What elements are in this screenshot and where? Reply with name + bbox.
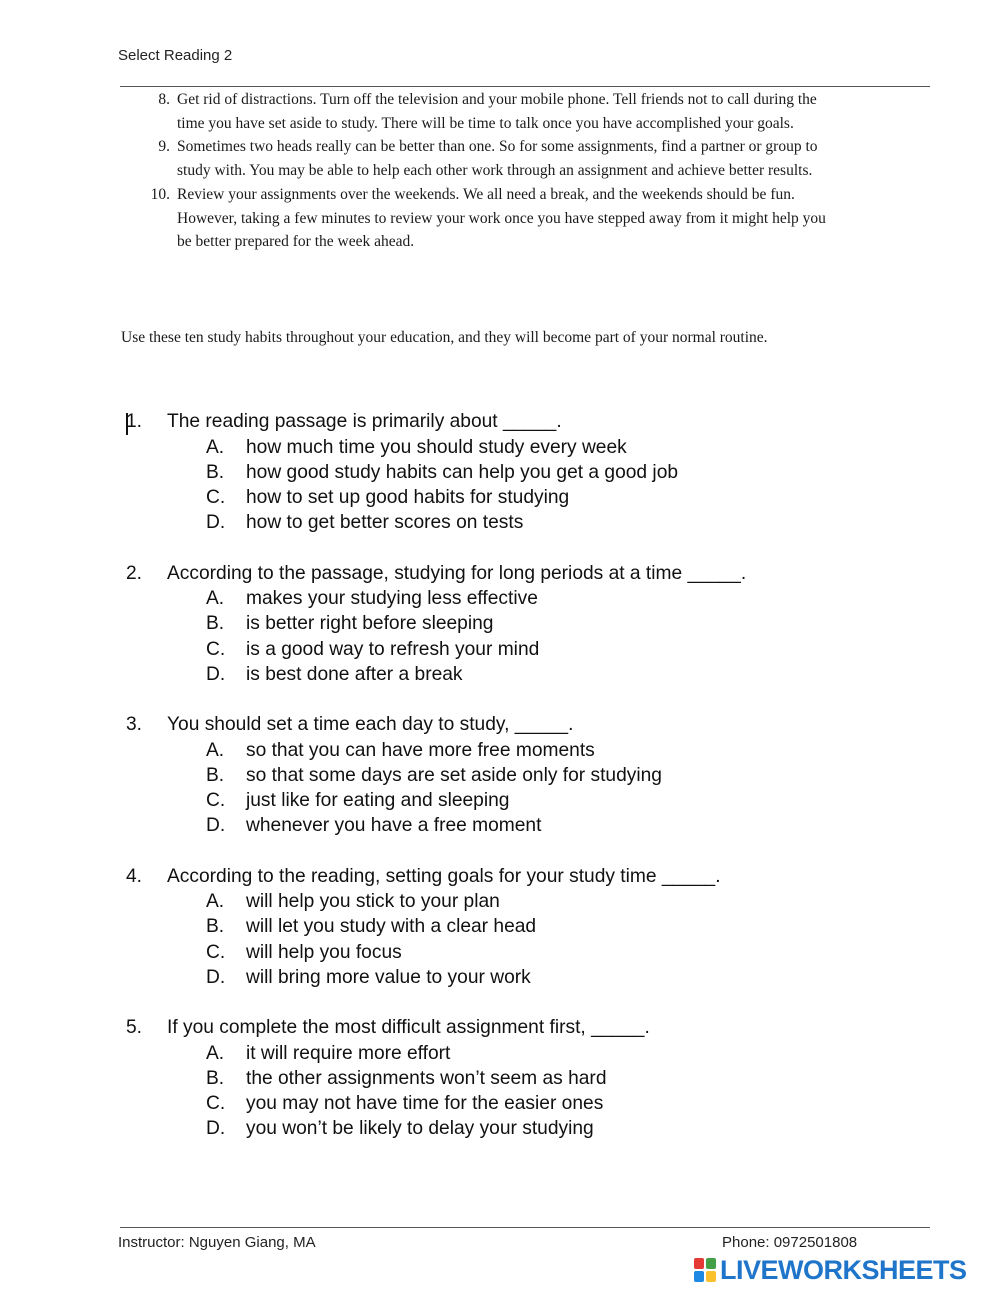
option-letter: D. [206, 815, 226, 837]
question-text: If you complete the most difficult assignment first, _____. [167, 1017, 650, 1039]
option-letter: C. [206, 790, 226, 812]
logo-blocks-icon [694, 1258, 716, 1282]
page-header-title: Select Reading 2 [118, 47, 233, 64]
answer-option[interactable] [0, 485, 1000, 510]
option-letter: C. [206, 486, 226, 508]
passage-closing: Use these ten study habits throughout your education, and they will become part of your normal routine. [121, 329, 768, 346]
question [0, 561, 1000, 687]
liveworksheets-logo[interactable] [694, 1256, 967, 1284]
option-text: will bring more value to your work [246, 966, 531, 988]
answer-option[interactable] [0, 662, 1000, 687]
option-text: how much time you should study every week [246, 436, 627, 458]
question [0, 712, 1000, 838]
answer-option[interactable] [0, 1091, 1000, 1116]
option-text: is a good way to refresh your mind [246, 638, 540, 660]
option-letter: C. [206, 941, 226, 963]
answer-option[interactable] [0, 1066, 1000, 1091]
answer-option[interactable] [0, 611, 1000, 636]
answer-option[interactable] [0, 586, 1000, 611]
option-letter: B. [206, 916, 225, 938]
question-text: According to the passage, studying for long periods at a time _____. [167, 562, 747, 584]
answer-option[interactable] [0, 510, 1000, 535]
passage-item-number: 9. [158, 138, 170, 156]
option-text: so that you can have more free moments [246, 739, 595, 761]
question-number: 2. [126, 562, 143, 584]
option-letter: A. [206, 739, 225, 761]
footer-divider [120, 1227, 930, 1228]
passage-item [120, 88, 840, 135]
passage-item-text: Get rid of distractions. Turn off the television and your mobile phone. Tell friends not to call during the time you have set aside to study. There will be time to talk once you have accomplished your goals. [177, 91, 817, 132]
option-text: you may not have time for the easier ones [246, 1093, 604, 1115]
option-text: is best done after a break [246, 663, 463, 685]
passage-item-text: Sometimes two heads really can be better than one. So for some assignments, find a partner or group to study with. You may be able to help each other work through an assignment and achieve better results. [177, 138, 818, 180]
option-letter: D. [206, 1118, 226, 1140]
option-letter: D. [206, 663, 226, 685]
passage-item-text: Review your assignments over the weekends. We all need a break, and the weekends should be fun. However, taking a few minutes to review your work once you have stepped away from it might help you be better prepared for the week ahead. [177, 185, 826, 251]
passage-item-number: 8. [158, 91, 170, 108]
option-text: will let you study with a clear head [246, 916, 537, 938]
answer-option[interactable] [0, 1116, 1000, 1141]
option-text: how to set up good habits for studying [246, 486, 570, 508]
logo-block [706, 1258, 716, 1269]
question [0, 864, 1000, 990]
option-text: just like for eating and sleeping [246, 790, 510, 812]
question-number: 3. [126, 714, 143, 736]
option-letter: B. [206, 613, 225, 635]
option-text: it will require more effort [246, 1042, 451, 1064]
option-letter: D. [206, 966, 226, 988]
option-letter: B. [206, 764, 225, 786]
footer-phone: Phone: 0972501808 [722, 1234, 858, 1251]
answer-option[interactable] [0, 813, 1000, 838]
option-letter: C. [206, 638, 226, 660]
option-text: you won’t be likely to delay your studying [246, 1118, 594, 1140]
option-text: the other assignments won’t seem as hard [246, 1067, 607, 1089]
question [0, 409, 1000, 535]
option-letter: D. [206, 512, 226, 534]
option-text: whenever you have a free moment [246, 815, 542, 837]
question-text: According to the reading, setting goals for your study time _____. [167, 865, 721, 887]
answer-option[interactable] [0, 460, 1000, 485]
passage-list [120, 88, 840, 254]
option-text: how to get better scores on tests [246, 512, 524, 534]
option-letter: B. [206, 461, 225, 483]
option-letter: A. [206, 891, 225, 913]
answer-option[interactable] [0, 965, 1000, 990]
option-text: how good study habits can help you get a good job [246, 461, 679, 483]
question-number: 4. [126, 865, 143, 887]
option-letter: A. [206, 436, 225, 458]
answer-option[interactable] [0, 763, 1000, 788]
logo-block [706, 1271, 716, 1282]
option-text: will help you stick to your plan [246, 891, 500, 913]
passage-item-number: 10. [150, 185, 170, 203]
passage-item [120, 183, 840, 254]
option-letter: C. [206, 1093, 226, 1115]
footer-instructor: Instructor: Nguyen Giang, MA [118, 1234, 316, 1251]
answer-option[interactable] [0, 914, 1000, 939]
answer-option[interactable] [0, 738, 1000, 763]
logo-text: LIVEWORKSHEETS [720, 1254, 967, 1285]
answer-option[interactable] [0, 1041, 1000, 1066]
answer-option[interactable] [0, 889, 1000, 914]
answer-option[interactable] [0, 788, 1000, 813]
question-text: You should set a time each day to study, _____. [167, 714, 574, 736]
header-divider [120, 86, 930, 87]
question-number: 1. [126, 411, 143, 432]
question-number: 5. [126, 1017, 143, 1039]
question-list [0, 409, 1000, 1167]
option-text: is better right before sleeping [246, 613, 494, 635]
passage-item [120, 135, 840, 182]
logo-block [694, 1258, 704, 1269]
question [0, 1015, 1000, 1141]
answer-option[interactable] [0, 435, 1000, 460]
question-text: The reading passage is primarily about _____. [167, 411, 562, 432]
answer-option[interactable] [0, 940, 1000, 965]
option-text: will help you focus [246, 941, 402, 963]
logo-block [694, 1271, 704, 1282]
answer-option[interactable] [0, 637, 1000, 662]
option-letter: B. [206, 1067, 225, 1089]
option-letter: A. [206, 588, 225, 610]
option-text: so that some days are set aside only for studying [246, 764, 662, 786]
option-letter: A. [206, 1042, 225, 1064]
option-text: makes your studying less effective [246, 588, 538, 610]
